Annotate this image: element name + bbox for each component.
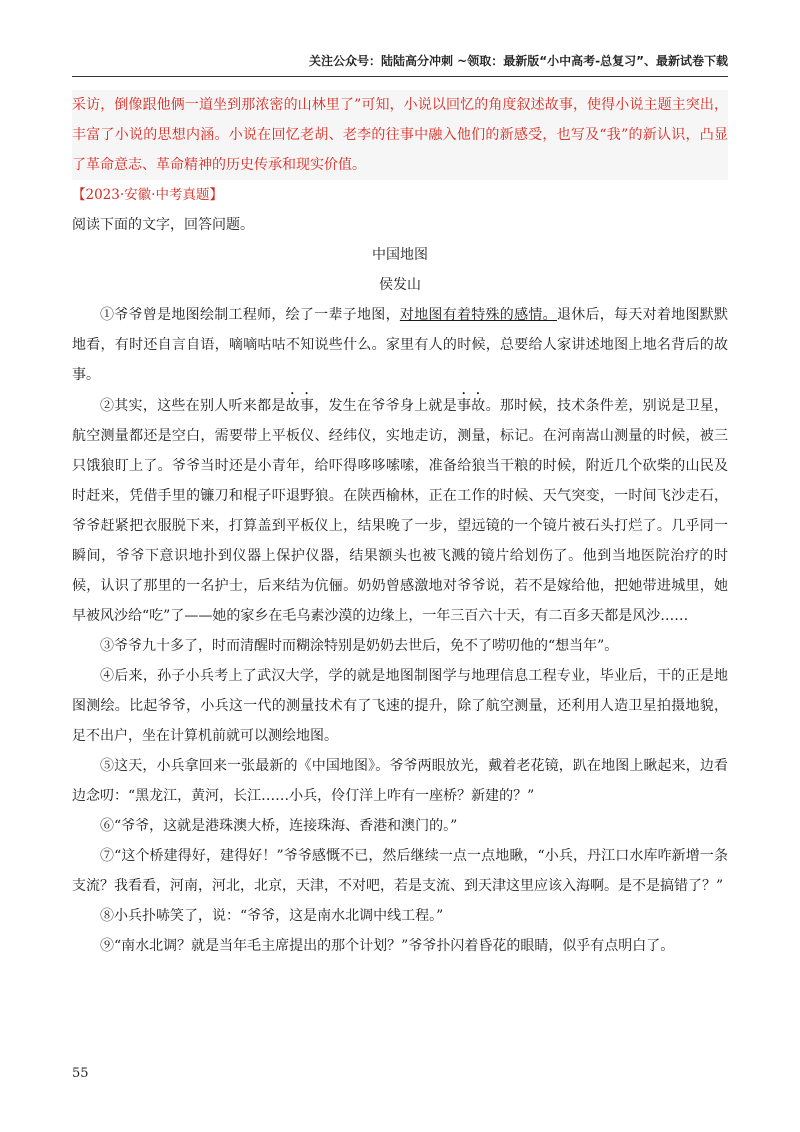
paragraph-4: ④后来，孙子小兵考上了武汉大学，学的就是地图制图学与地理信息工程专业，毕业后，干的正是地图测绘。比起爷爷，小兵这一代的测量技术有了飞速的提升，除了航空测量，还利用人造卫星拍摄地貌，足不出户，坐在计算机前就可以测绘地图。	[72, 668, 728, 744]
header-divider	[72, 76, 728, 77]
article-author: 侯发山	[379, 277, 421, 293]
p2-text-b: ，发生在爷爷身上就是	[314, 398, 457, 414]
paragraph-5: ⑤这天，小兵拿回来一张最新的《中国地图》。爷爷两眼放光，戴着老花镜，趴在地图上瞅起来，边看边念叨：“黑龙江，黄河，长江……小兵，伶仃洋上咋有一座桥？新建的？”	[72, 758, 728, 804]
p2-text-a: ②其实，这些在别人听来都是	[100, 398, 286, 414]
analysis-text: 采访，倒像跟他俩一道坐到那浓密的山林里了”可知，小说以回忆的角度叙述故事，使得小说主题主突出，丰富了小说的思想内涵。小说在回忆老胡、老李的往事中融入他们的新感受，也写及“我”的新认识，凸显了革命意志、革命精神的历史传承和现实价值。	[72, 90, 728, 180]
paragraph-1	[72, 300, 728, 390]
paragraph-6: ⑥“爷爷，这就是港珠澳大桥，连接珠海、香港和澳门的。”	[100, 818, 458, 834]
underlined-sentence: 对地图有着特殊的感情。	[399, 307, 557, 323]
emphasis-word-gushi: 故事	[285, 398, 315, 414]
instruction-text: 阅读下面的文字，回答问题。	[72, 217, 254, 233]
paragraph-8: ⑧小兵扑哧笑了，说：“爷爷，这是南水北调中线工程。”	[100, 908, 444, 924]
paragraph-9: ⑨“南水北调？就是当年毛主席提出的那个计划？”爷爷扑闪着昏花的眼睛，似乎有点明白了。	[100, 938, 675, 954]
p1-text-end: 退休后，每天对着地图默默地看，有时还自言自语，嘀嘀咕咕不知说些什么。家里有人的时候，总要给人家讲述地图上地名背后的故事。	[72, 307, 729, 383]
page-header: 关注公众号：陆陆高分冲刺 ~领取：最新版“小中高考-总复习”、最新试卷下载	[309, 54, 728, 68]
paragraph-2	[72, 390, 728, 631]
page-number: 55	[72, 1066, 89, 1081]
paragraph-7: ⑦“这个桥建得好，建得好！”爷爷感慨不已，然后继续一点一点地瞅，“小兵，丹江口水库咋新增一条支流？我看看，河南，河北，北京，天津，不对吧，若是支流、到天津这里应该入海啊。是不是搞错了？”	[72, 848, 728, 894]
article-title: 中国地图	[372, 247, 428, 263]
p1-text-start: ①爷爷曾是地图绘制工程师，绘了一辈子地图，	[100, 307, 400, 323]
p2-text-c: 。那时候，技术条件差，别说是卫星，航空测量都还是空白，需要带上平板仪、经纬仪，实地走访，测量，标记。在河南嵩山测量的时候，被三只饿狼盯上了。爷爷当时还是小青年，给吓得哆哆嗦嗦，准备给狼当干粮的时候，附近几个砍柴的山民及时赶来，凭借手里的镰刀和棍子吓退野狼。在陕西榆林，正在工作的时候、天气突变，一时间飞沙走石，爷爷赶紧把衣服脱下来，打算盖到平板仪上，结果晚了一步，望远镜的一个镜片被石头打烂了。几乎同一瞬间，爷爷下意识地扑到仪器上保护仪器，结果额头也被飞溅的镜片给划伤了。他到当地医院治疗的时候，认识了那里的一名护士，后来结为伉俪。奶奶曾感激地对爷爷说，若不是嫁给他，把她带进城里，她早被风沙给“吃”了——她的家乡在毛乌素沙漠的边缘上，一年三百六十天，有二百多天都是风沙……	[72, 398, 729, 624]
page-content	[72, 90, 728, 961]
source-tag: 【2023·安徽·中考真题】	[72, 187, 223, 203]
paragraph-3: ③爷爷九十多了，时而清醒时而糊涂特别是奶奶去世后，免不了唠叨他的“想当年”。	[100, 638, 619, 654]
emphasis-word-shigu: 事故	[457, 398, 486, 414]
